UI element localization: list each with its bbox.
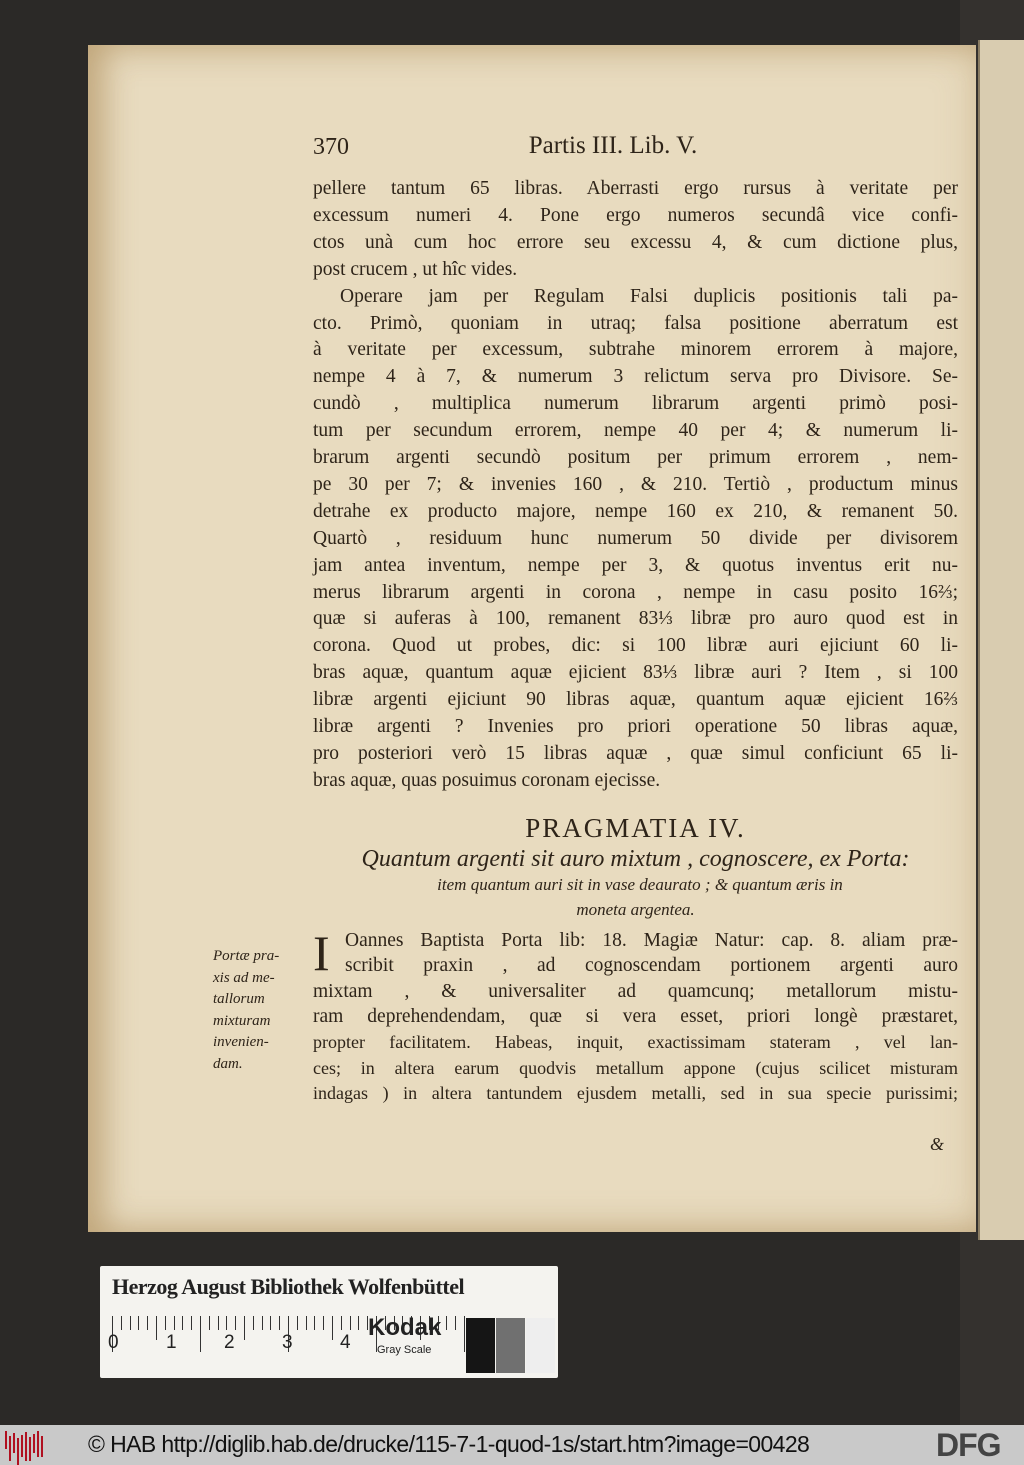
ruler-tick <box>306 1316 307 1330</box>
text-line: excessum numeri 4. Pone ergo numeros secundâ vice confi- <box>313 204 958 226</box>
ruler-tick <box>235 1316 236 1330</box>
text-line: scribit praxin , ad cognoscendam portionem argenti auro <box>345 955 958 977</box>
drop-cap: I <box>313 925 330 981</box>
ruler-number: 0 <box>108 1332 119 1353</box>
text-line: merus librarum argenti in corona , nempe in casu posito 16⅔; <box>313 581 958 603</box>
text-line: bras aquæ, quantum aquæ ejicient 83⅓ libræ auri ? Item , si 100 <box>313 662 958 684</box>
marginal-note-line: xis ad me- <box>213 969 275 986</box>
marginal-note-line: tallorum <box>213 991 265 1007</box>
swatch-black <box>466 1318 495 1373</box>
section-subtitle: Quantum argenti sit auro mixtum , cognoscere, ex Porta: <box>361 846 910 872</box>
text-line: Oannes Baptista Porta lib: 18. Magiæ Natur: cap. 8. aliam præ- <box>345 930 958 951</box>
ruler-number: 4 <box>340 1332 351 1353</box>
text-line: corona. Quod ut probes, dic: si 100 libræ auri ejiciunt 60 li- <box>313 635 958 657</box>
kodak-brand: Kodak <box>368 1314 442 1341</box>
marginal-note-line: invenien- <box>213 1034 269 1050</box>
ruler-tick <box>464 1316 465 1352</box>
text-line: pellere tantum 65 libras. Aberrasti ergo rursus à veritate per <box>313 178 958 199</box>
text-line: quæ si auferas à 100, remanent 83⅓ libræ pro auro quod est in <box>313 608 958 630</box>
ruler-tick <box>297 1316 298 1330</box>
ruler-tick <box>253 1316 254 1330</box>
ruler-tick <box>156 1316 157 1340</box>
ruler-tick <box>455 1316 456 1330</box>
ruler-tick <box>358 1316 359 1330</box>
text-line: bras aquæ, quas posuimus coronam ejecisse. <box>313 769 661 791</box>
ruler-tick <box>165 1316 166 1330</box>
ruler-tick <box>182 1316 183 1330</box>
ruler-tick <box>191 1316 192 1330</box>
ruler-tick <box>314 1316 315 1330</box>
text-line: ces; in altera earum quodvis metallum appone (cujus scilicet misturam <box>313 1057 958 1078</box>
ruler-tick <box>209 1316 210 1330</box>
ruler-tick <box>446 1316 447 1330</box>
marginal-note-line: dam. <box>213 1055 243 1072</box>
text-line: propter facilitatem. Habeas, inquit, exactissimam stateram , vel lan- <box>313 1032 958 1053</box>
text-line: Operare jam per Regulam Falsi duplicis positionis tali pa- <box>340 285 958 307</box>
ruler-tick <box>200 1316 201 1352</box>
ruler-number: 2 <box>224 1332 235 1353</box>
running-head: Partis III. Lib. V. <box>528 132 698 159</box>
text-line: jam antea inventum, nempe per 3, & quotus inventus erit nu- <box>313 554 958 576</box>
text-line: à veritate per excessum, subtrahe minorem errorem à majore, <box>313 339 958 361</box>
ruler-number: 3 <box>282 1332 293 1353</box>
footer-bar <box>0 1425 1024 1465</box>
ruler-tick <box>262 1316 263 1330</box>
section-title: PRAGMATIA IV. <box>525 813 746 843</box>
swatch-white <box>526 1318 555 1373</box>
text-line: brarum argenti secundò positum per primum errorem , nem- <box>313 447 958 468</box>
ruler-tick <box>138 1316 139 1330</box>
text-line: libræ argenti ? Invenies pro priori operatione 50 libras aquæ, <box>313 716 958 737</box>
ruler-number: 1 <box>166 1332 177 1353</box>
library-name: Herzog August Bibliothek Wolfenbüttel <box>112 1274 465 1299</box>
gray-scale-label: Gray Scale <box>377 1344 432 1356</box>
section-subtitle: moneta argentea. <box>576 900 695 919</box>
text-line: nempe 4 à 7, & numerum 3 relictum serva pro Divisore. Se- <box>313 366 958 388</box>
text-line: mixtam , & universaliter ad quamcunq; metallorum mistu- <box>313 980 958 1002</box>
text-line: cundò , multiplica numerum librarum argenti primò posi- <box>313 393 958 415</box>
dfg-logo: DFG <box>936 1427 1001 1463</box>
text-line: tum per secundum errorem, nempe 40 per 4; & numerum li- <box>313 420 958 442</box>
ruler-tick <box>121 1316 122 1330</box>
text-line: cto. Primò, quoniam in utraq; falsa positione aberratum est <box>313 312 958 334</box>
ruler-tick <box>174 1316 175 1330</box>
text-line: libræ argenti ejiciunt 90 libras aquæ, quantum aquæ ejicient 16⅔ <box>313 689 958 711</box>
ruler-tick <box>332 1316 333 1340</box>
page-number: 370 <box>313 134 349 160</box>
ruler-tick <box>226 1316 227 1330</box>
ruler-tick <box>130 1316 131 1330</box>
ruler-tick <box>341 1316 342 1330</box>
ruler-tick <box>279 1316 280 1330</box>
text-line: detrahe ex producto majore, nempe 160 ex 210, & remanent 50. <box>313 500 958 522</box>
ruler-tick <box>323 1316 324 1330</box>
facing-page-edge <box>978 40 1024 1240</box>
text-line: indagas ) in altera tantundem ejusdem metalli, sed in sua specie purissimi; <box>313 1082 958 1103</box>
hab-logo-icon <box>5 1431 47 1461</box>
ruler-tick <box>147 1316 148 1330</box>
text-line: post crucem , ut hîc vides. <box>313 258 518 280</box>
text-line: pe 30 per 7; & invenies 160 , & 210. Tertiò , productum minus <box>313 473 958 495</box>
ruler-tick <box>218 1316 219 1330</box>
ruler-tick <box>244 1316 245 1340</box>
marginal-note-line: mixturam <box>213 1012 271 1029</box>
text-line: ctos unà cum hoc errore seu excessu 4, & cum dictione plus, <box>313 231 958 253</box>
text-line: pro posteriori verò 15 libras aquæ , quæ simul conficiunt 65 li- <box>313 742 958 764</box>
text-line: Quartò , residuum hunc numerum 50 divide per divisorem <box>313 527 958 549</box>
copyright-link[interactable]: © HAB http://diglib.hab.de/drucke/115-7-1-quod-1s/start.htm?image=00428 <box>88 1431 810 1457</box>
ruler-tick <box>350 1316 351 1330</box>
swatch-gray <box>496 1318 525 1373</box>
catchword: & <box>930 1134 945 1154</box>
ruler-tick <box>270 1316 271 1330</box>
section-subtitle: item quantum auri sit in vase deaurato ; & quantum æris in <box>437 875 843 894</box>
color-calibration-label <box>100 1266 558 1378</box>
marginal-note-line: Portæ pra- <box>213 948 280 964</box>
text-line: ram deprehendendam, quæ si vera esset, priori longè præstaret, <box>313 1005 958 1027</box>
